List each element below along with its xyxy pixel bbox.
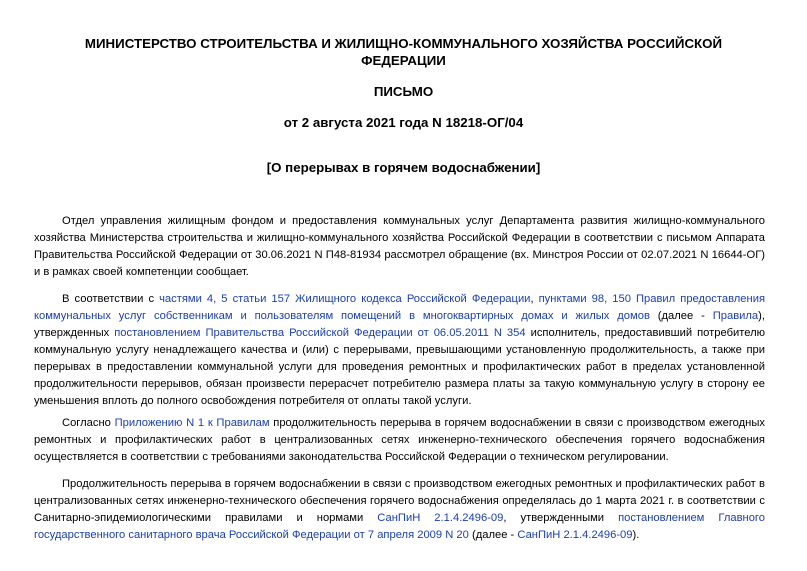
paragraph-intro: Отдел управления жилищным фондом и предоставления коммунальных услуг Департамента развития жилищно-коммунального хозяйства Министерства строительства и жилищно-коммунального хозяйства Российской Федерации в соответствии с письмом Аппарата Правительства Российской Федерации от 30.06.2021 N П48-81934 рассмотрел обращение (вх. Минстроя России от 02.07.2021 N 16644-ОГ) и в рамках своей компетенции сообщает. bbox=[34, 215, 765, 278]
paragraph-appendix bbox=[34, 415, 765, 466]
link-government-decree-354[interactable]: постановлением Правительства Российской Федерации от 06.05.2011 N 354 bbox=[114, 327, 526, 339]
text-fragment: (далее - bbox=[468, 529, 518, 541]
text-fragment: Продолжительность перерыва в горячем водоснабжении в связи с производством ежегодных ремонтных и профилактических работ в централизованных сетях инженерно-технического обеспечения горячего водоснабжения определялась до 1 марта 2021 г. в соответствии с Санитарно-эпидемиологическими правилами и нормами bbox=[34, 478, 765, 524]
link-rules-items-98-150[interactable]: пунктами 98, 150 Правил предоставления коммунальных услуг собственникам и пользователям помещений в многоквартирных домах и жилых домов bbox=[34, 293, 766, 322]
document-type: ПИСЬМО bbox=[373, 84, 434, 99]
text-fragment: ), утвержденных bbox=[34, 310, 765, 339]
text-fragment: (далее - bbox=[649, 310, 713, 322]
link-sanpin[interactable]: СанПиН 2.1.4.2496-09 bbox=[377, 512, 504, 524]
text-fragment: ). bbox=[632, 529, 640, 541]
ministry-heading: МИНИСТЕРСТВО СТРОИТЕЛЬСТВА И ЖИЛИЩНО-КОММУНАЛЬНОГО ХОЗЯЙСТВА РОССИЙСКОЙ ФЕДЕРАЦИИ bbox=[84, 36, 723, 68]
link-housing-code-article-157[interactable]: частями 4, 5 статьи 157 Жилищного кодекса Российской Федерации bbox=[159, 293, 531, 305]
link-sanpin-short[interactable]: СанПиН 2.1.4.2496-09 bbox=[517, 529, 633, 541]
text-fragment: , bbox=[530, 293, 539, 305]
text-fragment: , утвержденными bbox=[503, 512, 619, 524]
link-rules[interactable]: Правила bbox=[712, 310, 759, 322]
paragraph-sanpin bbox=[34, 476, 765, 544]
text-fragment: исполнитель, предоставивший потребителю коммунальную услугу ненадлежащего качества и (или) с перерывами, превышающими установленную продолжительность, а также при перерывах в предоставлении коммунальной услуги для проведения ремонтных и профилактических работ в пределах установленной продолжительности перерывов, обязан произвести перерасчет потребителю размера платы за такую коммунальную услугу в сторону ее уменьшения вплоть до полного освобождения потребителя от оплаты такой услуги. bbox=[34, 327, 766, 407]
link-chief-sanitary-doctor-decree-20[interactable]: постановлением Главного государственного санитарного врача Российской Федерации от 7 апреля 2009 N 20 bbox=[34, 512, 765, 541]
document-subject: [О перерывах в горячем водоснабжении] bbox=[266, 160, 541, 175]
paragraph-legal-basis bbox=[34, 291, 765, 410]
text-fragment: В соответствии с bbox=[62, 293, 160, 305]
text-fragment: Согласно bbox=[62, 417, 115, 429]
link-appendix-1-rules[interactable]: Приложению N 1 к Правилам bbox=[114, 417, 270, 429]
text-fragment: продолжительность перерыва в горячем водоснабжении в связи с производством ежегодных ремонтных и профилактических работ в централизованных сетях инженерно-технического обеспечения горячего водоснабжения осуществляется в соответствии с требованиями законодательства Российской Федерации о техническом регулировании. bbox=[34, 417, 765, 463]
document-date-number: от 2 августа 2021 года N 18218-ОГ/04 bbox=[283, 115, 524, 130]
